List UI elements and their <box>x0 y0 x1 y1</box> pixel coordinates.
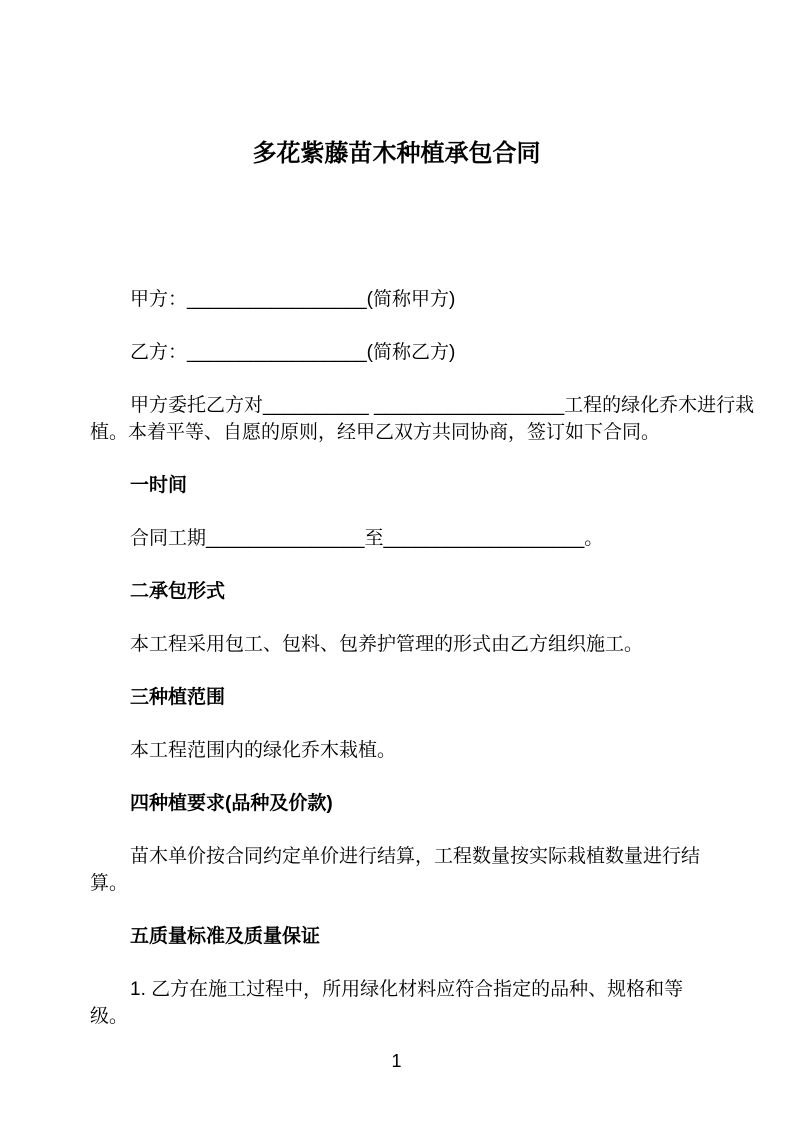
section-4-heading: 四种植要求(品种及价款) <box>130 793 333 814</box>
intro-paragraph <box>90 392 755 446</box>
section-5-body: 1. 乙方在施工过程中，所用绿化材料应符合指定的品种、规格和等级。 <box>90 979 684 1027</box>
document-title: 多花紫藤苗木种植承包合同 <box>252 140 541 167</box>
section-3-heading: 三种植范围 <box>130 687 226 708</box>
section-2-heading: 二承包形式 <box>130 581 226 602</box>
section-2-body: 本工程采用包工、包料、包养护管理的形式由乙方组织施工。 <box>130 634 644 655</box>
section-1-heading: 一时间 <box>130 475 188 496</box>
section-5-heading: 五质量标准及质量保证 <box>130 926 321 947</box>
section-3-body: 本工程范围内的绿化乔木栽植。 <box>130 740 397 761</box>
page-number: 1 <box>391 1051 402 1071</box>
section-1-body: 合同工期_______________至___________________。 <box>130 528 604 549</box>
party-a-line: 甲方：_________________(简称甲方) <box>130 289 456 310</box>
intro-line-2: 植。本着平等、自愿的原则，经甲乙双方共同协商，签订如下合同。 <box>90 422 661 443</box>
section-4-body: 苗木单价按合同约定单价进行结算，工程数量按实际栽植数量进行结算。 <box>90 846 701 894</box>
party-b-line: 乙方：_________________(简称乙方) <box>130 342 456 363</box>
intro-line-1: 甲方委托乙方对__________ __________________工程的绿化乔木进行栽 <box>130 395 755 416</box>
